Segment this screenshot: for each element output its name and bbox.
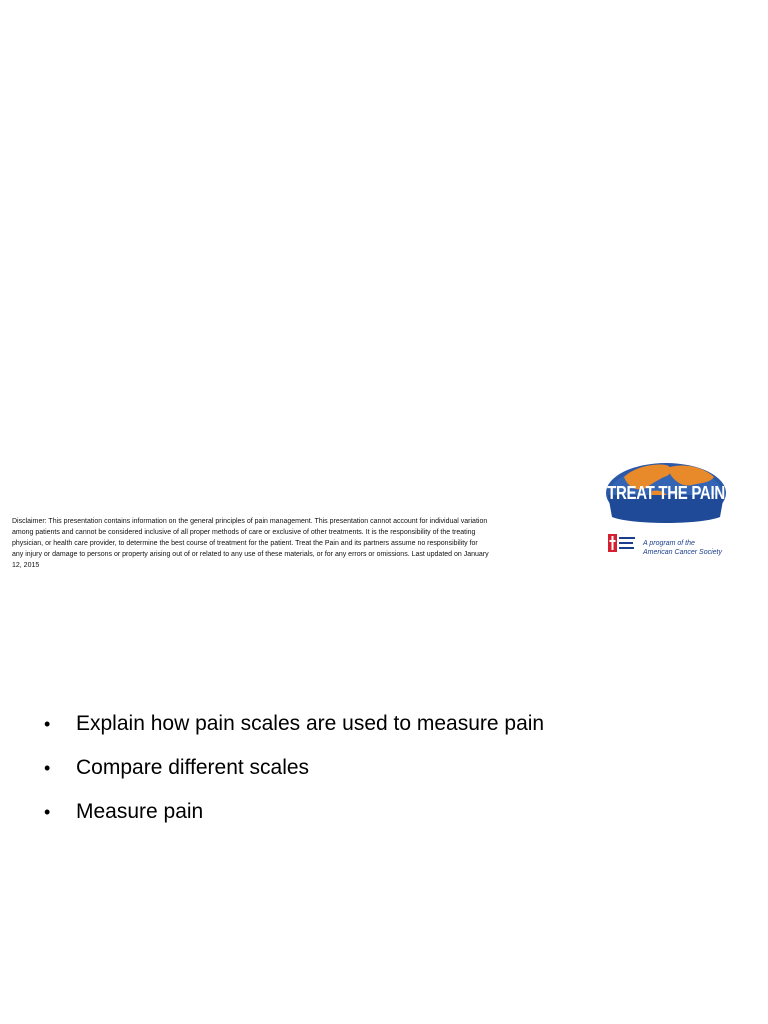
disclaimer-text: Disclaimer: This presentation contains information on the general principles of pain management. This presentation cannot account for individual variation among patients and cannot be considered inclusive of all proper methods of care or exclusive of other treatments. It is the responsibility of the treating physician, or health care provider, to determine the best course of treatment for the patient. Treat the Pain and its partners assume no responsibility for any injury or damage to persons or property arising out of or related to any use of these materials, or for any errors or omissions. Last updated on January 12, 2015 [12,518,489,569]
bullet-text: Explain how pain scales are used to measure pain [76,712,545,735]
bullet-text: Compare different scales [76,756,310,779]
objectives-list [44,712,544,844]
list-item [44,712,544,756]
bullet-icon: • [44,802,51,822]
bullet-icon: • [44,758,51,778]
bullet-icon: • [44,714,51,734]
list-item [44,800,544,844]
logo-tagline-line2: American Cancer Society [643,549,722,556]
american-cancer-society-icon [608,534,636,552]
logo-tagline-line1: A program of the [643,540,695,547]
logo-wordmark: TREAT THE PAIN [607,482,725,505]
bullet-text: Measure pain [76,800,204,823]
logo-tagline [643,539,733,557]
treat-the-pain-logo [604,455,732,568]
list-item [44,756,544,800]
